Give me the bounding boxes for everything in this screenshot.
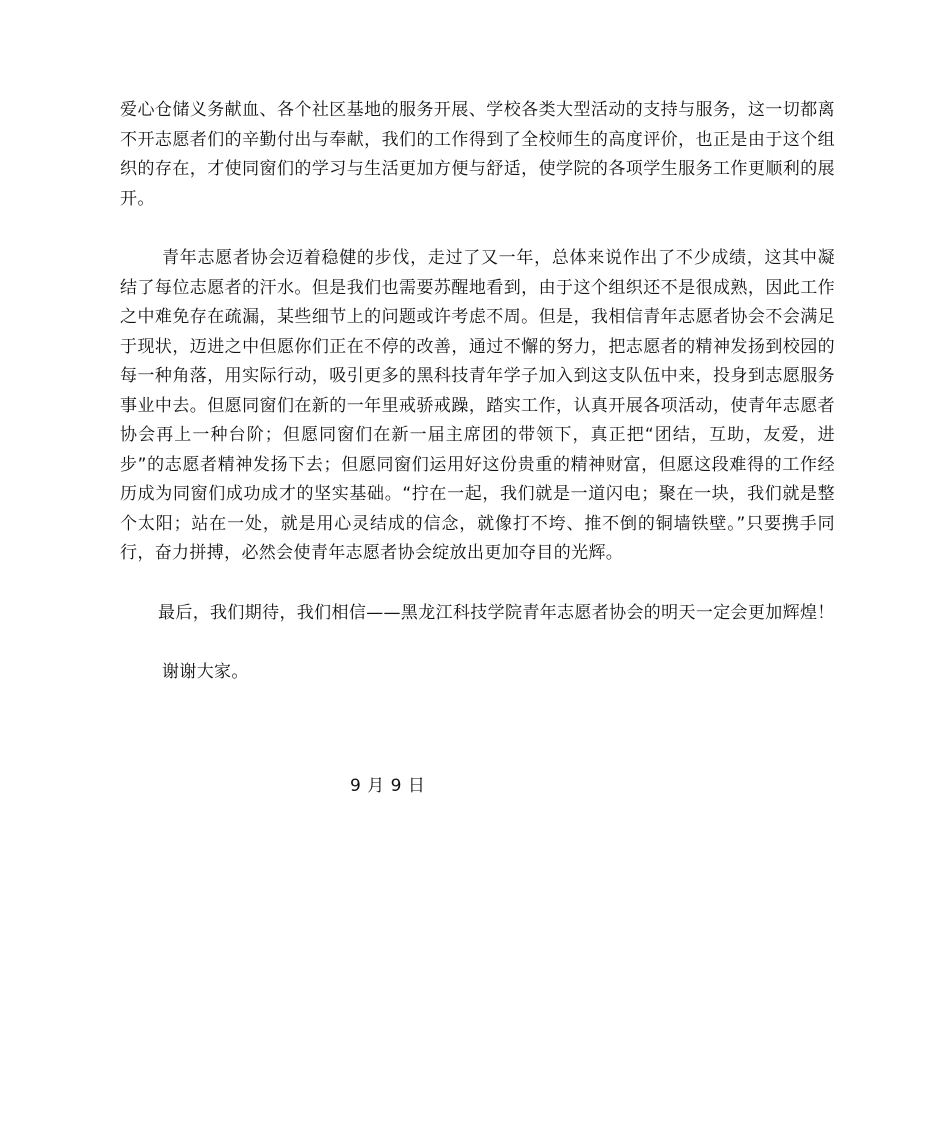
- document-date: 9 月 9 日: [350, 776, 426, 796]
- document-body: [120, 96, 835, 718]
- paragraph-closing-expectation: 最后，我们期待，我们相信——黑龙江科技学院青年志愿者协会的明天一定会更加辉煌！: [158, 602, 835, 623]
- paragraph-volunteer-contributions: 爱心仓储义务献血、各个社区基地的服务开展、学校各类大型活动的支持与服务，这一切都离不开志愿者们的辛勤付出与奉献，我们的工作得到了全校师生的高度评价，也正是由于这个组织的存在，才使同窗们的学习与生活更加方便与舒适，使学院的各项学生服务工作更顺利的展开。: [120, 100, 835, 209]
- paragraph-thanks: 谢谢大家。: [162, 662, 249, 682]
- paragraph-association-review: 青年志愿者协会迈着稳健的步伐，走过了又一年，总体来说作出了不少成绩，这其中凝结了每位志愿者的汗水。但是我们也需要苏醒地看到，由于这个组织还不是很成熟，因此工作之中难免存在疏漏，某些细节上的问题或许考虑不周。但是，我相信青年志愿者协会不会满足于现状，迈进之中但愿你们正在不停的改善，通过不懈的努力，把志愿者的精神发扬到校园的每一种角落，用实际行动，吸引更多的黑科技青年学子加入到这支队伍中来，投身到志愿服务事业中去。但愿同窗们在新的一年里戒骄戒躁，踏实工作，认真开展各项活动，使青年志愿者协会再上一种台阶；但愿同窗们在新一届主席团的带领下，真正把“团结，互助，友爱，进步”的志愿者精神发扬下去；但愿同窗们运用好这份贵重的精神财富，但愿这段难得的工作经历成为同窗们成功成才的坚实基础。“拧在一起，我们就是一道闪电；聚在一块，我们就是整个太阳；站在一处，就是用心灵结成的信念，就像打不垮、推不倒的铜墙铁壁。”只要携手同行，奋力拼搏，必然会使青年志愿者协会绽放出更加夺目的光辉。: [120, 248, 835, 563]
